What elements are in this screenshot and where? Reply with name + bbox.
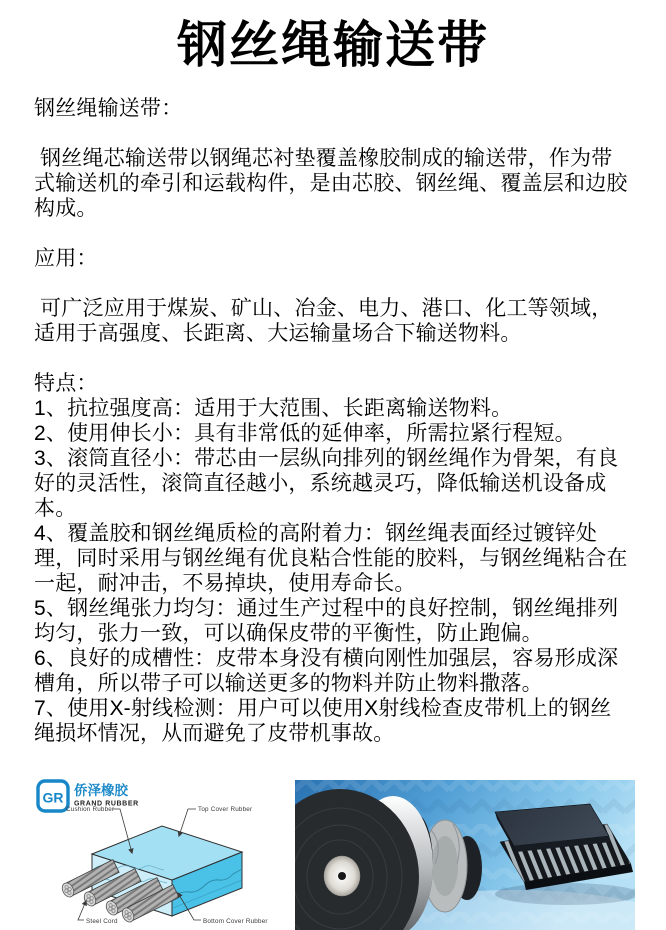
grand-rubber-logo-icon (38, 781, 68, 811)
page-title: 钢丝绳输送带 (177, 17, 489, 73)
feature-item-3: 3、滚筒直径小：带芯由一层纵向排列的钢丝绳作为骨架，有良好的灵活性，滚筒直径越小，系统越灵巧，降低输送机设备成本。 (34, 447, 619, 520)
top-cover-rubber-label: Top Cover Rubber (198, 806, 253, 813)
belt-diagram-svg (30, 776, 285, 930)
belt-product-photo (295, 780, 635, 930)
figures-row (0, 776, 666, 930)
steel-cord-label: Steel Cord (86, 918, 118, 925)
feature-item-5: 5、钢丝绳张力均匀：通过生产过程中的良好控制，钢丝绳排列均匀，张力一致，可以确保皮带的平衡性，防止跑偏。 (34, 597, 619, 645)
wrapped-roll-core (432, 836, 458, 896)
intro-heading: 钢丝绳输送带： (34, 97, 183, 120)
feature-item-6: 6、良好的成槽性：皮带本身没有横向刚性加强层，容易形成深槽角，所以带子可以输送更多的物料并防止物料撒落。 (34, 647, 619, 695)
application-paragraph: 可广泛应用于煤炭、矿山、冶金、电力、港口、化工等领域，适用于高强度、长距离、大运输量场合下输送物料。 (34, 297, 613, 345)
feature-item-1: 1、抗拉强度高：适用于大范围、长距离输送物料。 (34, 397, 513, 420)
feature-item-7: 7、使用X-射线检测：用户可以使用X射线检查皮带机上的钢丝绳损坏情况，从而避免了皮带机事故。 (34, 697, 612, 745)
features-heading: 特点： (34, 372, 98, 395)
article-body (0, 96, 666, 746)
steel-cord-leader-line (78, 901, 86, 920)
belt-structure-diagram (30, 776, 285, 930)
application-heading: 应用： (34, 247, 98, 270)
belt-photo-svg (295, 780, 635, 930)
logo-name-en: GRAND RUBBER (74, 800, 139, 808)
intro-paragraph: 钢丝绳芯输送带以钢绳芯衬垫覆盖橡胶制成的输送带，作为带式输送机的牵引和运载构件，是由芯胶、钢丝绳、覆盖层和边胶构成。 (34, 147, 628, 220)
logo-monogram: GR (42, 789, 64, 806)
roll-hub-hole (338, 872, 346, 880)
feature-item-4: 4、覆盖胶和钢丝绳质检的高附着力：钢丝绳表面经过镀锌处理，同时采用与钢丝绳有优良粘合性能的胶料，与钢丝绳粘合在一起，耐冲击，不易掉块，使用寿命长。 (34, 522, 628, 595)
bottom-cover-rubber-label: Bottom Cover Rubber (203, 918, 268, 925)
logo-name-cn: 侨泽橡胶 (74, 783, 128, 798)
feature-item-2: 2、使用伸长小：具有非常低的延伸率，所需拉紧行程短。 (34, 422, 576, 445)
cushion-rubber-label: Cushion Rubber (66, 806, 115, 813)
document-page (0, 14, 666, 930)
sample-shadow (495, 883, 635, 905)
